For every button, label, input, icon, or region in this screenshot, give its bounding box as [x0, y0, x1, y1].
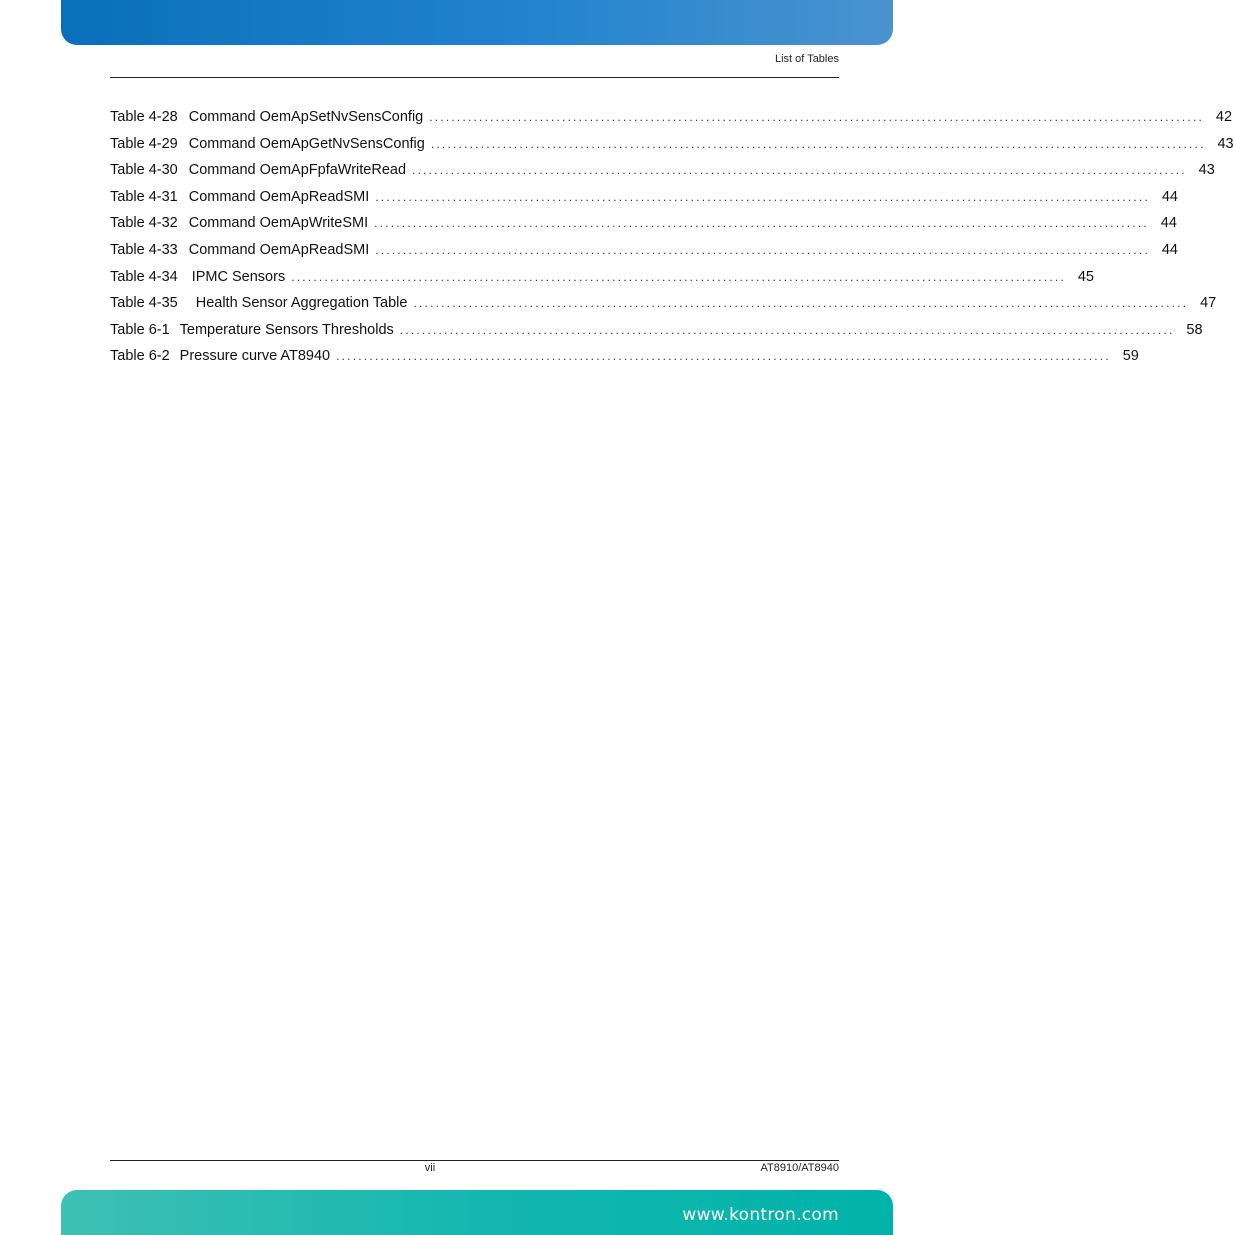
- toc-entry-title: Temperature Sensors Thresholds: [179, 321, 394, 338]
- toc-entry-title: IPMC Sensors: [191, 268, 286, 285]
- toc-entry-page: 43: [1217, 135, 1234, 152]
- list-of-tables: [110, 104, 1234, 370]
- toc-entry-page: 45: [1077, 268, 1094, 285]
- toc-entry-title: Command OemApWriteSMI: [188, 215, 369, 232]
- toc-entry-label: Table 4-31: [110, 188, 178, 205]
- header-section-title: List of Tables: [774, 53, 839, 65]
- toc-leader-dots: ............................................................................................................................................: [430, 136, 1206, 151]
- toc-entry-table-4-30[interactable]: [110, 157, 1215, 184]
- toc-entry-title: Pressure curve AT8940: [179, 348, 331, 365]
- toc-leader-dots: ............................................................................................................................................: [374, 216, 1149, 231]
- toc-leader-dots: ............................................................................................................................................: [375, 242, 1150, 257]
- toc-entry-label: Table 4-30: [110, 162, 178, 179]
- website-link[interactable]: www.kontron.com: [682, 1205, 839, 1225]
- toc-entry-page: 58: [1186, 321, 1203, 338]
- toc-entry-label: Table 4-32: [110, 215, 178, 232]
- toc-entry-page: 47: [1200, 295, 1217, 312]
- toc-leader-dots: ............................................................................................................................................: [291, 269, 1066, 284]
- toc-entry-page: 44: [1160, 215, 1177, 232]
- footer-product-name: AT8910/AT8940: [760, 1162, 839, 1174]
- toc-entry-table-4-33[interactable]: [110, 237, 1178, 264]
- toc-entry-label: Table 4-34: [110, 268, 178, 285]
- toc-entry-table-6-2[interactable]: [110, 343, 1139, 370]
- toc-entry-table-4-35[interactable]: [110, 290, 1217, 317]
- toc-leader-dots: ............................................................................................................................................: [413, 296, 1189, 311]
- toc-entry-table-4-28[interactable]: [110, 104, 1233, 131]
- toc-leader-dots: ............................................................................................................................................: [412, 163, 1187, 178]
- toc-entry-label: Table 6-1: [110, 321, 170, 338]
- toc-entry-table-4-29[interactable]: [110, 131, 1234, 158]
- toc-entry-label: Table 4-28: [110, 109, 178, 125]
- toc-entry-table-4-32[interactable]: [110, 210, 1177, 237]
- toc-entry-title: Command OemApReadSMI: [188, 188, 370, 205]
- toc-entry-label: Table 6-2: [110, 348, 170, 365]
- header-divider: [110, 77, 839, 78]
- toc-entry-title: Command OemApSetNvSensConfig: [188, 109, 424, 125]
- toc-entry-label: Table 4-35: [110, 295, 178, 312]
- toc-entry-title: Command OemApReadSMI: [188, 241, 370, 258]
- toc-entry-table-6-1[interactable]: [110, 317, 1203, 344]
- toc-entry-title: Health Sensor Aggregation Table: [195, 295, 408, 312]
- toc-entry-label: Table 4-33: [110, 241, 178, 258]
- toc-leader-dots: ............................................................................................................................................: [336, 349, 1111, 364]
- toc-entry-page: 42: [1215, 109, 1233, 125]
- toc-entry-table-4-31[interactable]: [110, 184, 1178, 211]
- toc-entry-page: 44: [1161, 188, 1178, 205]
- toc-entry-page: 43: [1198, 162, 1215, 179]
- toc-entry-table-4-34[interactable]: [110, 264, 1094, 291]
- toc-entry-page: 59: [1122, 348, 1139, 365]
- toc-leader-dots: ............................................................................................................................................: [399, 322, 1175, 337]
- top-banner: [61, 0, 893, 45]
- toc-leader-dots: ............................................................................................................................................: [429, 110, 1205, 124]
- toc-entry-title: Command OemApGetNvSensConfig: [188, 135, 425, 152]
- footer-divider: [110, 1160, 839, 1161]
- toc-entry-page: 44: [1161, 241, 1178, 258]
- toc-entry-title: Command OemApFpfaWriteRead: [188, 162, 407, 179]
- footer-page-number: vii: [424, 1162, 436, 1174]
- toc-entry-label: Table 4-29: [110, 135, 178, 152]
- toc-leader-dots: ............................................................................................................................................: [375, 189, 1150, 204]
